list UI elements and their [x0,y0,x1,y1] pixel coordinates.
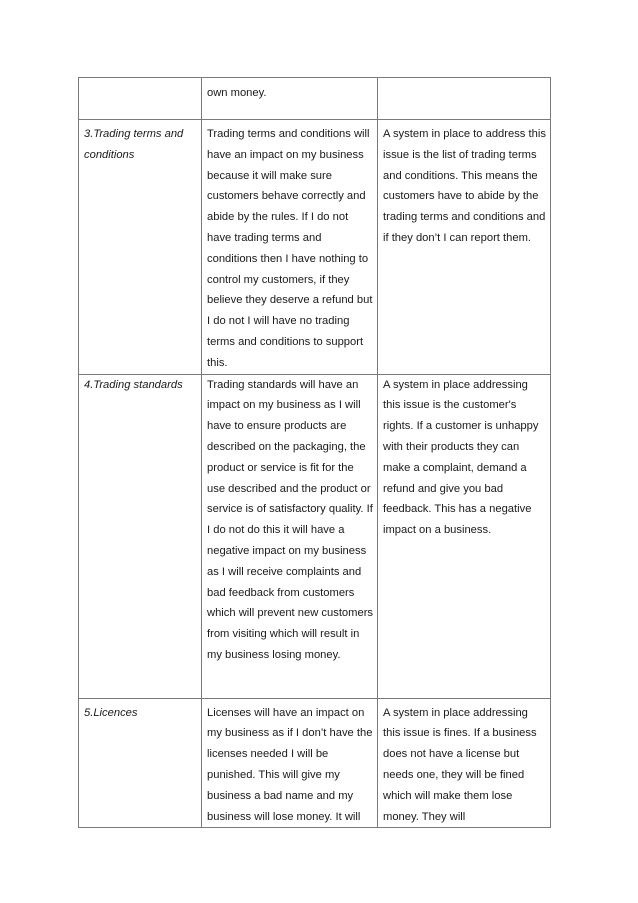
row-heading [84,78,197,83]
impact-cell [202,374,378,698]
table-row [79,120,551,375]
system-text: A system in place addressing this issue is the customer's rights. If a customer is unhappy with their products they can make a complaint, demand a refund and give you bad feedback. This has a negative impact on a business. [383,378,539,537]
impact-cell [202,78,378,120]
row-heading: 4.Trading standards [84,378,183,391]
row-heading-cell [79,698,202,828]
impact-text: Trading standards will have an impact on my business as I will have to ensure products are described on the packaging, the product or service is fit for the use described and the product or service is of satisfactory quality. If I do not do this it will have a negative impact on my business as I will receive complaints and bad feedback from customers which will prevent new customers from visiting which will result in my business losing money. [207,378,374,661]
impact-text: Trading terms and conditions will have an impact on my business because it will make sure customers behave correctly and abide by the rules. If I do not have trading terms and conditions then I have nothing to control my customers, if they believe they deserve a refund but I do not I will have no trading terms and conditions to support this. [207,128,373,369]
row-heading: 3.Trading terms and conditions [84,128,184,161]
system-text: A system in place addressing this issue is fines. If a business does not have a license but needs one, they will be fined which will make them lose money. They will [383,706,537,823]
impact-text: Licenses will have an impact on my business as if I don’t have the licenses needed I will be punished. This will give my business a bad name and my business will lose money. It will [207,706,373,823]
system-cell [378,374,551,698]
table-row [79,698,551,828]
table-row [79,374,551,698]
row-heading-cell [79,78,202,120]
system-text [383,78,546,83]
system-cell [378,78,551,120]
row-heading-cell [79,374,202,698]
row-heading: 5.Licences [84,706,138,719]
impact-cell [202,698,378,828]
system-text: A system in place to address this issue is the list of trading terms and conditions. This means the customers have to abide by the trading terms and conditions and if they don’t I can report them. [383,128,546,244]
system-cell [378,120,551,375]
impact-cell [202,120,378,375]
legislation-table [78,77,551,828]
impact-text: own money. [207,87,267,99]
row-heading-cell [79,120,202,375]
system-cell [378,698,551,828]
table-row [79,78,551,120]
